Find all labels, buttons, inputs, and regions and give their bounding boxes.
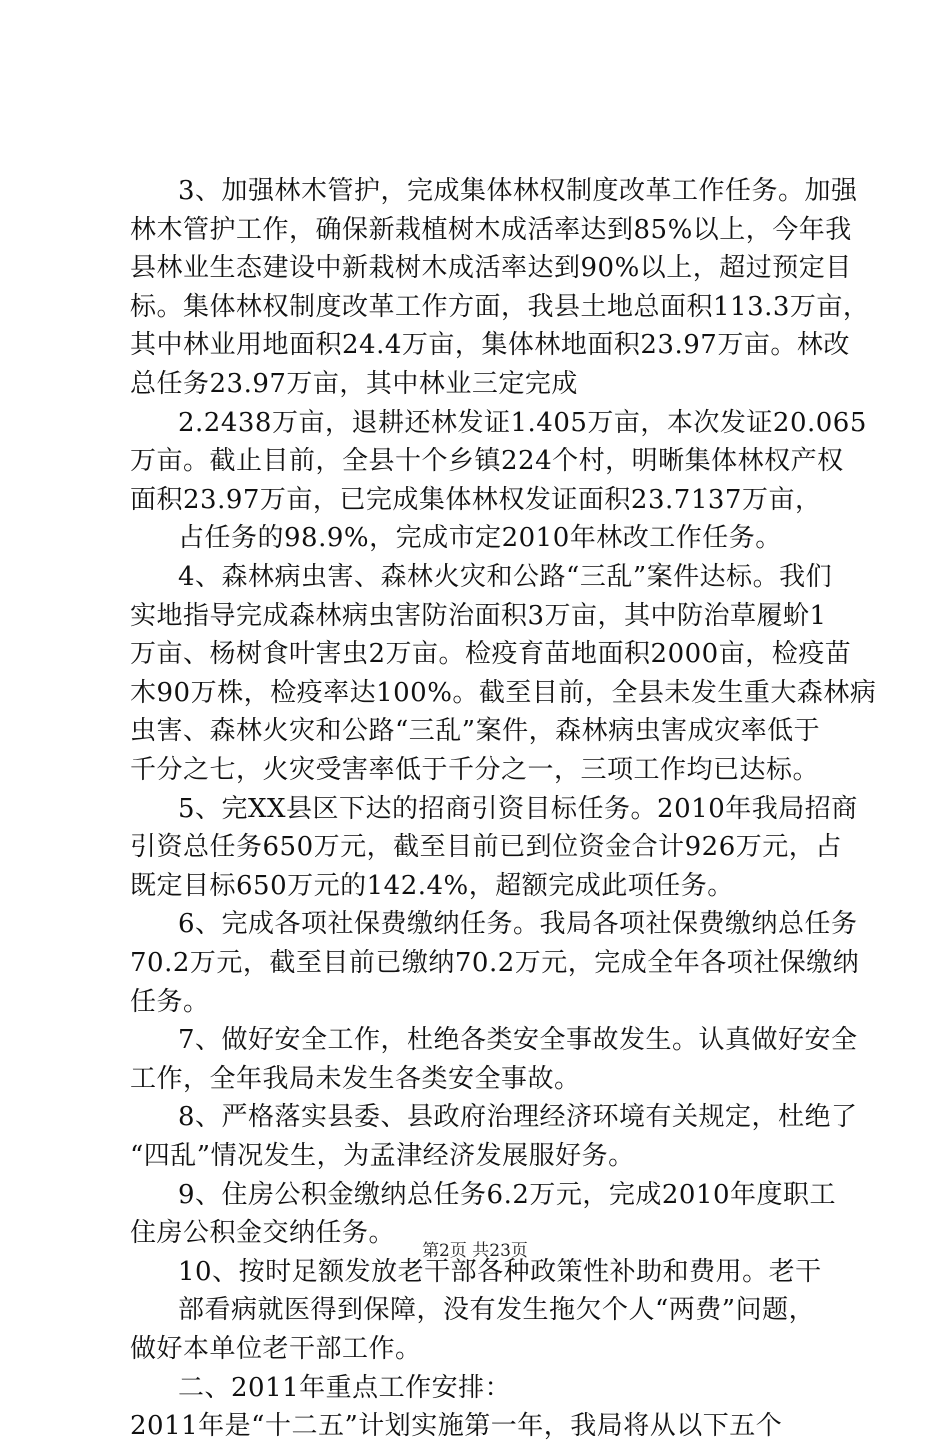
text-line: 工作，全年我局未发生各类安全事故。 [130, 1064, 581, 1094]
text-line: 实地指导完成森林病虫害防治面积3万亩，其中防治草履蚧1 [130, 601, 827, 631]
text-line: 总任务23.97万亩，其中林业三定完成 [130, 369, 578, 399]
text-line: 8、严格落实县委、县政府治理经济环境有关规定，杜绝了 [178, 1102, 858, 1132]
text-line: “四乱”情况发生，为孟津经济发展服好务。 [130, 1141, 635, 1171]
text-line: 虫害、森林火灾和公路“三乱”案件，森林病虫害成灾率低于 [130, 716, 821, 746]
text-line: 既定目标650万元的142.4%，超额完成此项任务。 [130, 871, 734, 901]
text-line: 林木管护工作，确保新栽植树木成活率达到85%以上，今年我 [130, 215, 852, 245]
text-line: 4、森林病虫害、森林火灾和公路“三乱”案件达标。我们 [178, 562, 833, 592]
text-line: 任务。 [130, 987, 210, 1017]
text-line: 引资总任务650万元，截至目前已到位资金合计926万元，占 [130, 832, 842, 862]
text-line: 住房公积金交纳任务。 [130, 1218, 396, 1248]
text-line: 6、完成各项社保费缴纳任务。我局各项社保费缴纳总任务 [178, 909, 858, 939]
text-line: 3、加强林木管护，完成集体林权制度改革工作任务。加强 [178, 176, 858, 206]
text-line: 占任务的98.9%，完成市定2010年林改工作任务。 [178, 523, 782, 553]
text-line: 7、做好安全工作，杜绝各类安全事故发生。认真做好安全 [178, 1025, 858, 1055]
text-line: 部看病就医得到保障，没有发生拖欠个人“两费”问题， [178, 1295, 816, 1325]
text-line: 标。集体林权制度改革工作方面，我县土地总面积113.3万亩， [130, 292, 870, 322]
text-line: 9、住房公积金缴纳总任务6.2万元，完成2010年度职工 [178, 1180, 837, 1210]
page-footer: 第2页 共23页 [422, 1241, 528, 1261]
text-line: 10、按时足额发放老干部各种政策性补助和费用。老干 [178, 1257, 822, 1287]
text-line: 面积23.97万亩，已完成集体林权发证面积23.7137万亩， [130, 485, 822, 515]
text-line: 二、2011年重点工作安排： [178, 1373, 512, 1403]
text-line: 2011年是“十二五”计划实施第一年，我局将从以下五个 [130, 1411, 783, 1441]
text-line: 其中林业用地面积24.4万亩，集体林地面积23.97万亩。林改 [130, 330, 850, 360]
text-line: 5、完XX县区下达的招商引资目标任务。2010年我局招商 [178, 794, 858, 824]
text-line: 万亩。截止目前，全县十个乡镇224个村，明晰集体林权产权 [130, 446, 844, 476]
text-line: 2.2438万亩，退耕还林发证1.405万亩，本次发证20.065 [178, 408, 867, 438]
text-line: 木90万株，检疫率达100%。截至目前，全县未发生重大森林病 [130, 678, 877, 708]
text-line: 70.2万元，截至目前已缴纳70.2万元，完成全年各项社保缴纳 [130, 948, 860, 978]
text-line: 千分之七，火灾受害率低于千分之一，三项工作均已达标。 [130, 755, 820, 785]
text-line: 万亩、杨树食叶害虫2万亩。检疫育苗地面积2000亩，检疫苗 [130, 639, 852, 669]
text-line: 做好本单位老干部工作。 [130, 1334, 422, 1364]
text-line: 县林业生态建设中新栽树木成活率达到90%以上，超过预定目 [130, 253, 852, 283]
